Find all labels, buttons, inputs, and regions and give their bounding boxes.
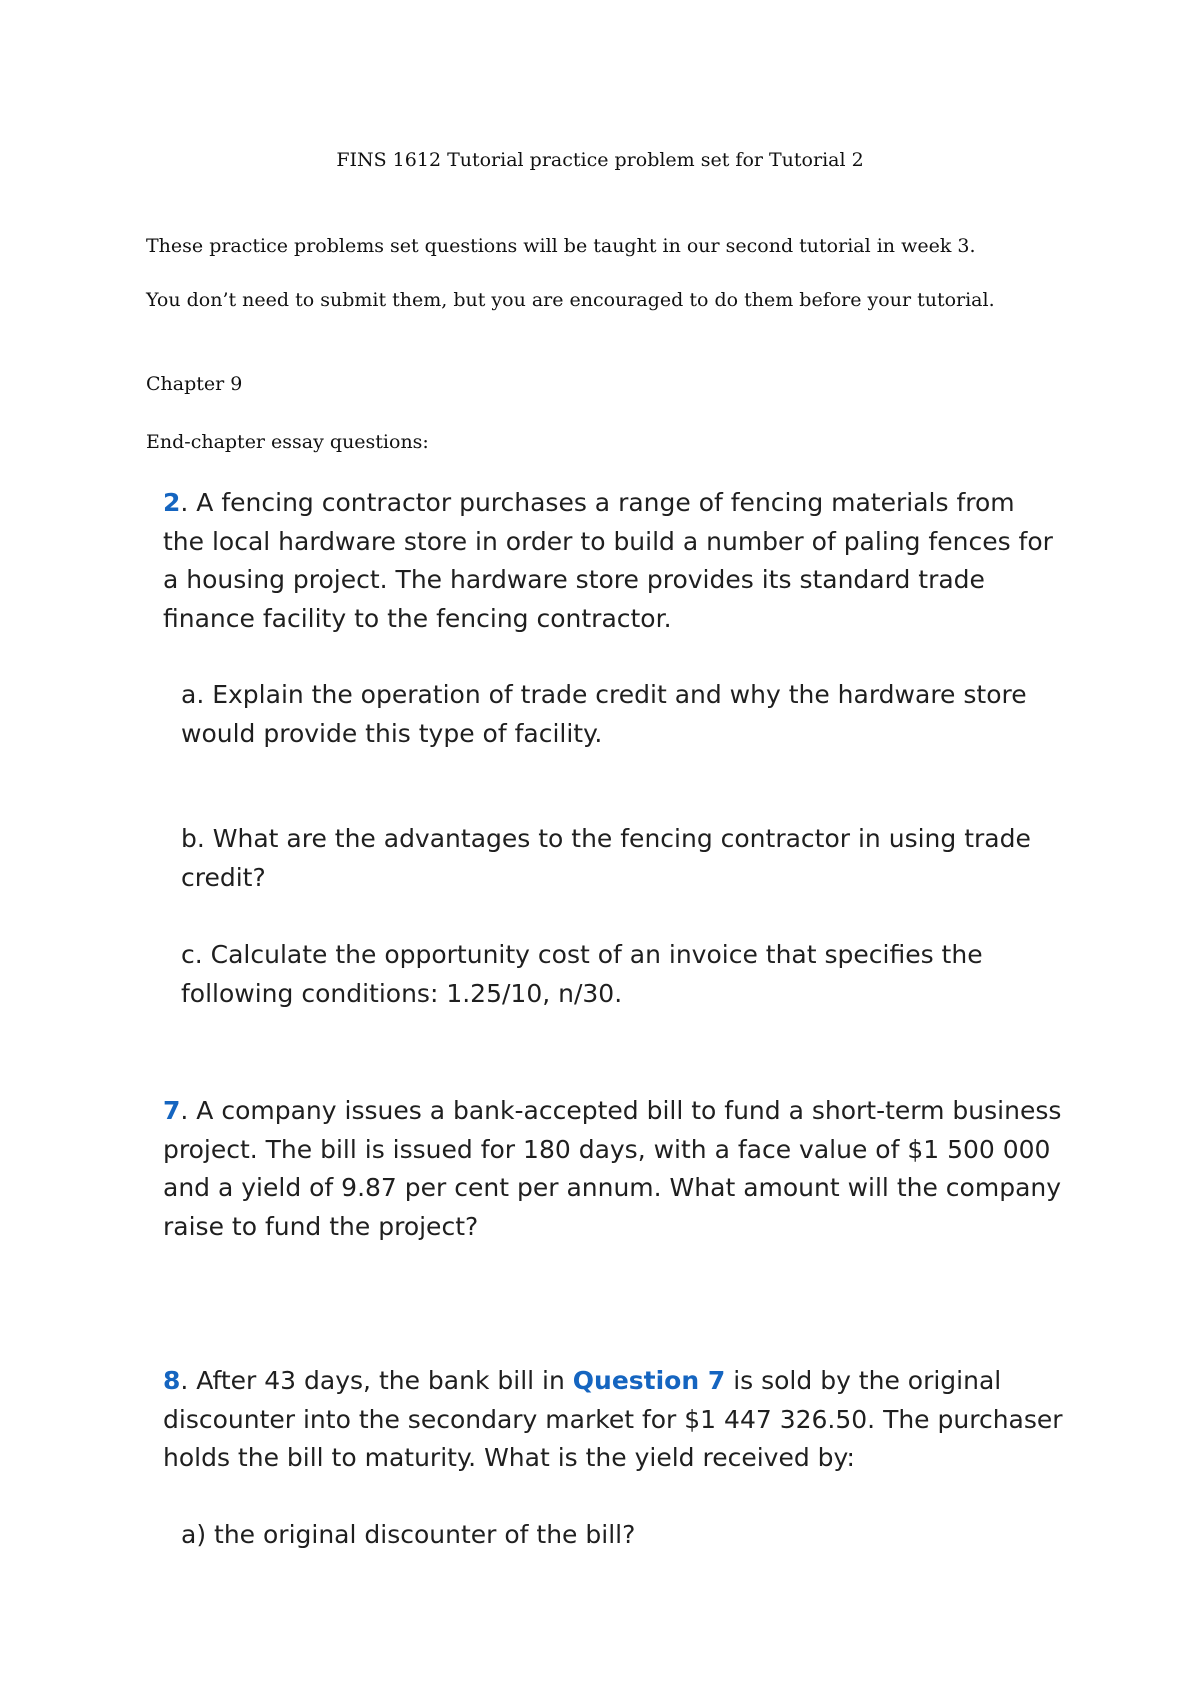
question-8-text-after: is sold by the original discounter into the secondary market for $1 447 326.50. The purchaser holds the bill to maturity. What is the yield received by: xyxy=(163,1366,1063,1472)
intro-line-2: You don’t need to submit them, but you are encouraged to do them before your tutorial. xyxy=(146,289,995,311)
question-2 xyxy=(163,484,1063,638)
page-title: FINS 1612 Tutorial practice problem set for Tutorial 2 xyxy=(336,149,864,171)
question-8 xyxy=(163,1362,1063,1478)
question-2-part-a: a. Explain the operation of trade credit and why the hardware store would provide this type of facility. xyxy=(181,680,1027,748)
question-8-part-a: a) the original discounter of the bill? xyxy=(181,1520,636,1549)
question-7-text: . A company issues a bank-accepted bill to fund a short-term business project. The bill is issued for 180 days, with a face value of $1 500 000 and a yield of 9.87 per cent per annum. What amount will the company raise to fund the project? xyxy=(163,1096,1062,1241)
question-2-part-b: b. What are the advantages to the fencing contractor in using trade credit? xyxy=(181,824,1031,892)
question-7-number: 7 xyxy=(163,1096,181,1125)
question-2-part-c: c. Calculate the opportunity cost of an invoice that specifies the following conditions: 1.25/10, n/30. xyxy=(181,940,983,1008)
section-heading: End-chapter essay questions: xyxy=(146,431,429,453)
question-7 xyxy=(163,1092,1063,1246)
chapter-heading: Chapter 9 xyxy=(146,373,243,395)
question-7-reference-link[interactable]: Question 7 xyxy=(572,1366,726,1395)
question-2-text: . A fencing contractor purchases a range of fencing materials from the local hardware store in order to build a number of paling fences for a housing project. The hardware store provides its standard trade finance facility to the fencing contractor. xyxy=(163,488,1053,633)
intro-line-1: These practice problems set questions will be taught in our second tutorial in week 3. xyxy=(146,235,976,257)
question-2-number: 2 xyxy=(163,488,181,517)
question-8-number: 8 xyxy=(163,1366,181,1395)
question-8-text-before: . After 43 days, the bank bill in xyxy=(180,1366,573,1395)
